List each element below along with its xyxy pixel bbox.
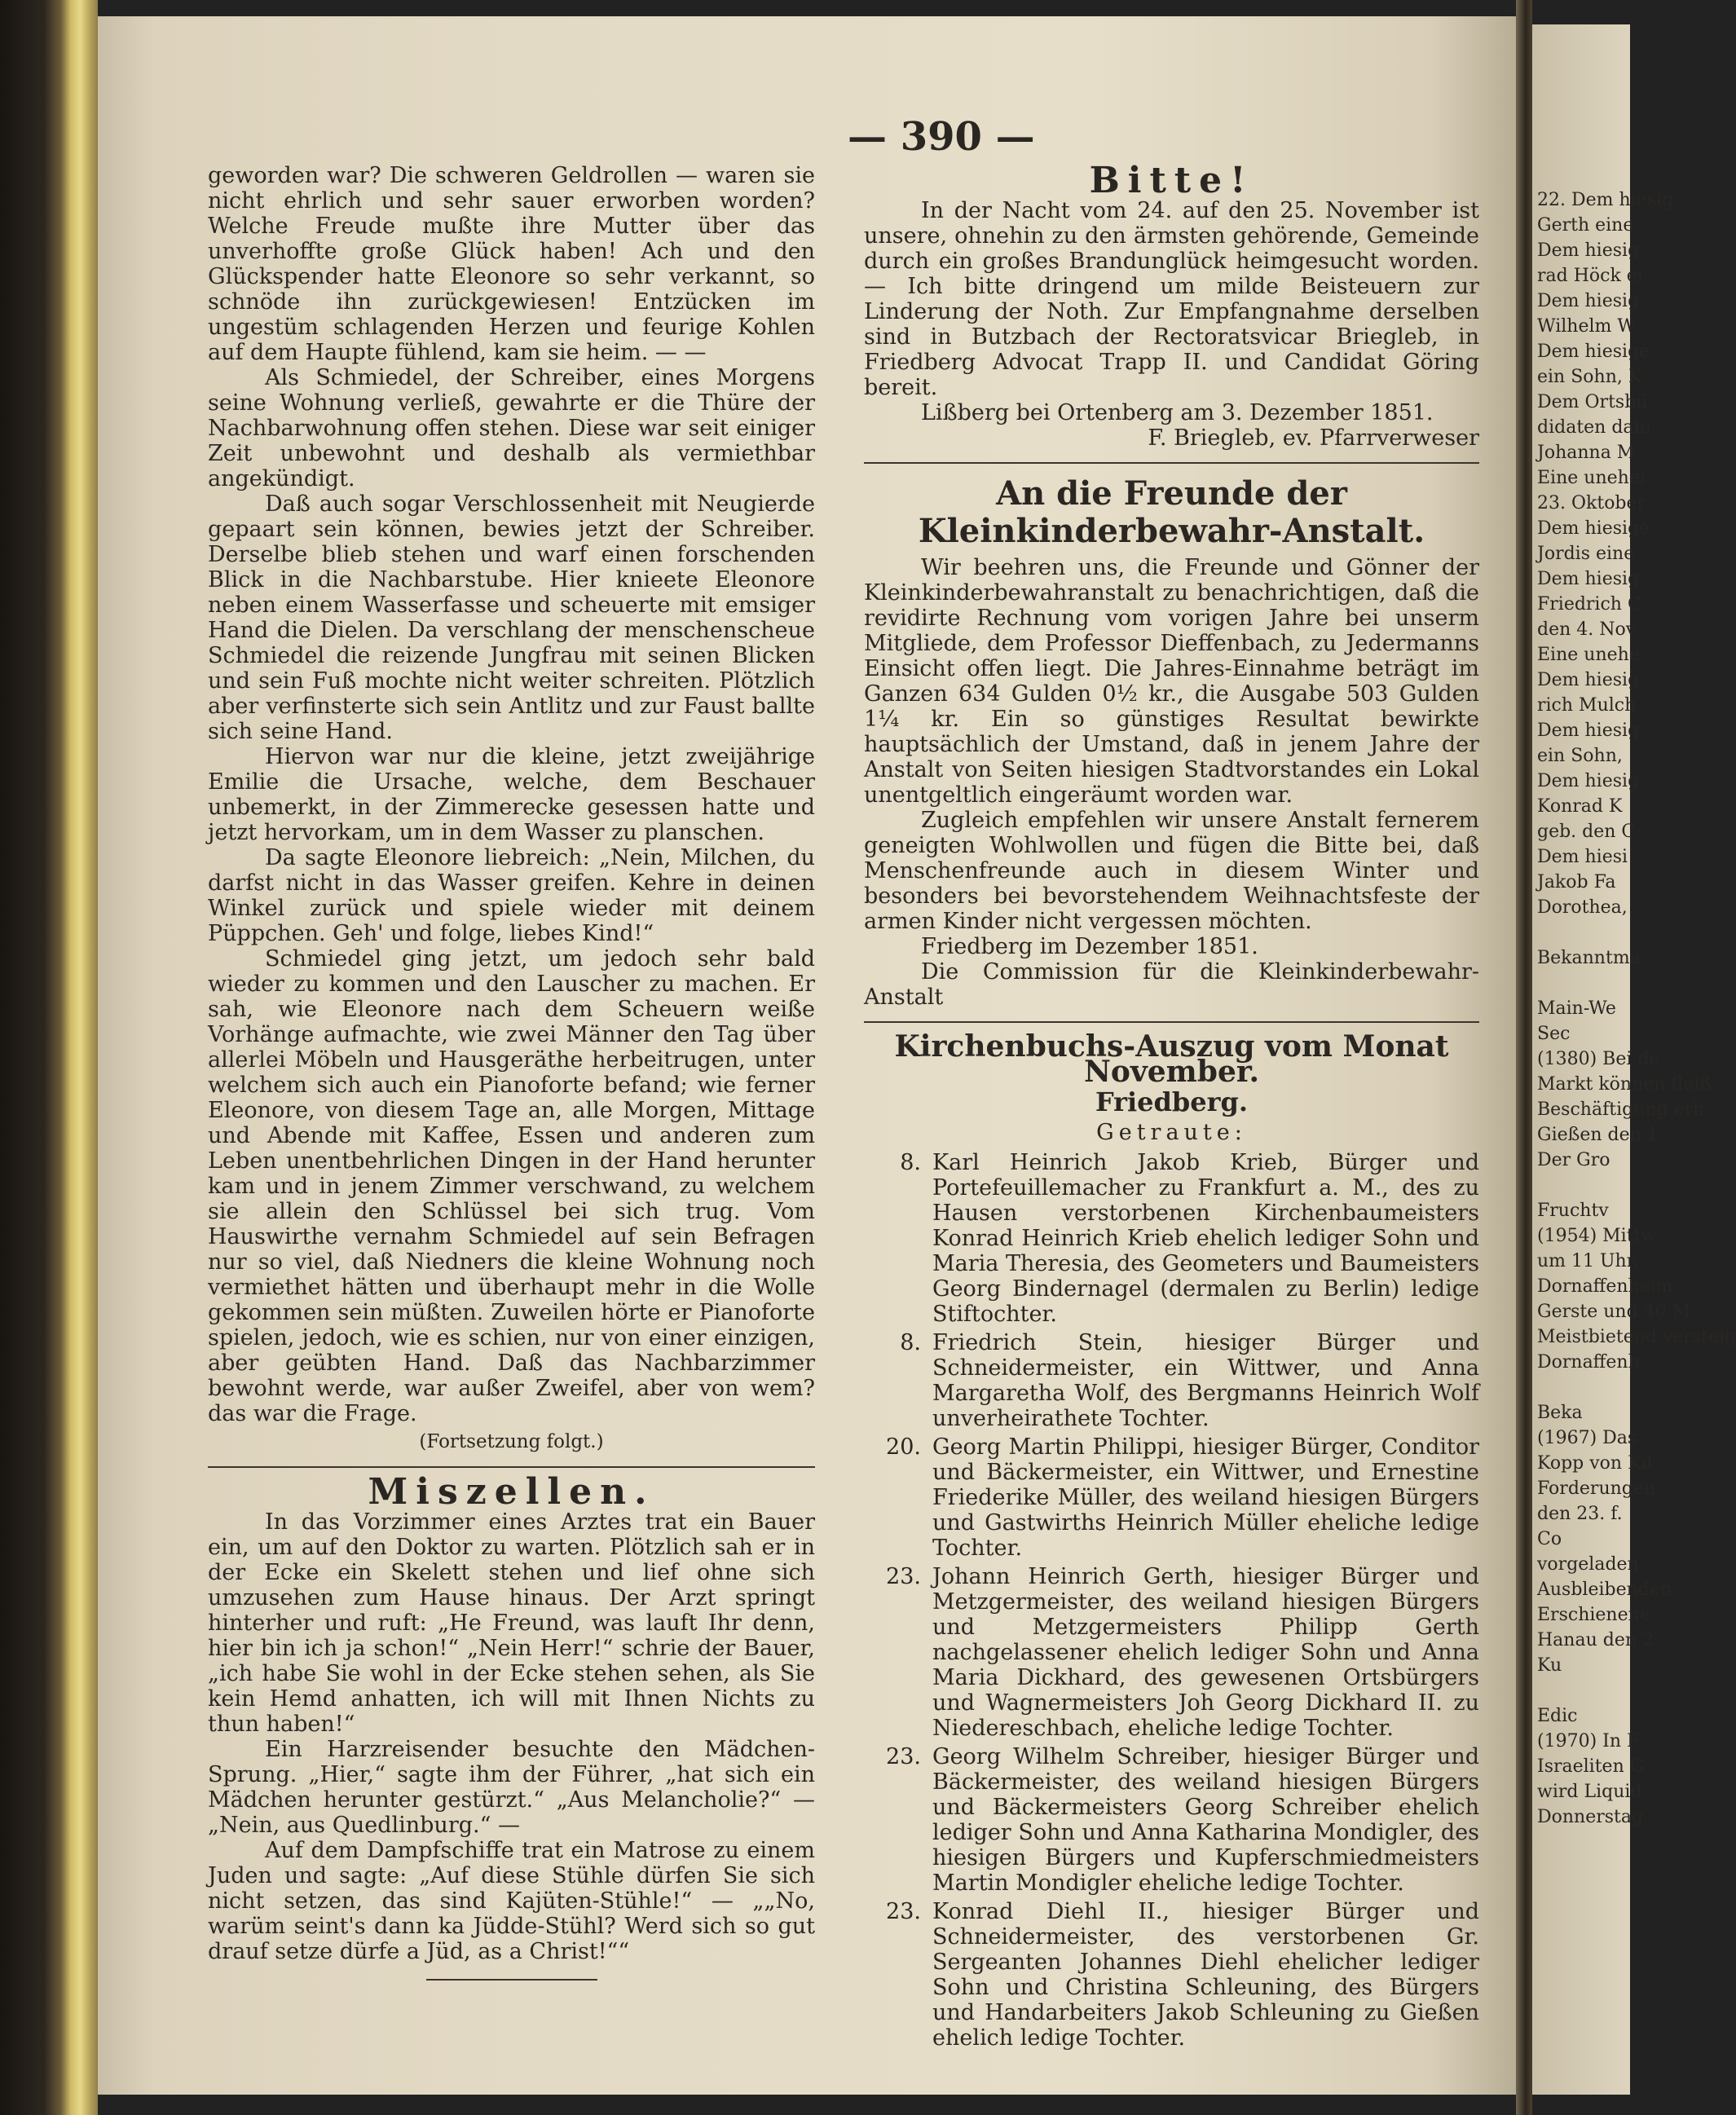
adjacent-page-line: Wilhelm W	[1537, 316, 1636, 337]
adjacent-page-line: den 4. Nov	[1537, 619, 1637, 640]
adjacent-page-text	[1532, 24, 1736, 1830]
entry-text: Georg Martin Philippi, hiesiger Bürger, Conditor und Bäckermeister, ein Wittwer, und Ernestine Friederike Müller, des weiland hiesigen Bürgers und Gastwirths Heinrich Müller eheliche ledige Tochter.	[932, 1434, 1479, 1561]
miszellen-paragraph: In das Vorzimmer eines Arztes trat ein Bauer ein, um auf den Doktor zu warten. Plötzlich sah er in der Ecke ein Skelett stehen und lief ohne sich umzusehen zum Hause hinaus. Der Arzt springt hinterher und ruft: „He Freund, was lauft Ihr denn, hier bin ich ja schon!“ „Nein Herr!“ schrie der Bauer, „ich habe Sie wohl in der Ecke stehen sehen, als Sie kein Hemd anhatten, ich will mit Ihnen Nichts zu thun haben!“	[208, 1509, 815, 1737]
miszellen-paragraph: Ein Harzreisender besuchte den Mädchen-Sprung. „Hier,“ sagte ihm der Führer, „hat sich ein Mädchen herunter gestürzt.“ „Aus Melancholie?“ — „Nein, aus Quedlinburg.“ —	[208, 1737, 815, 1838]
adjacent-page-line: Hanau den 2	[1537, 1630, 1654, 1650]
adjacent-page-line: Edic	[1537, 1706, 1578, 1726]
book-page-edges	[0, 0, 98, 2115]
adjacent-page-line: rich Mulch	[1537, 695, 1637, 716]
story-paragraph: Schmiedel ging jetzt, um jedoch sehr bald wieder zu kommen und den Lauscher zu machen. Er sah, wie Eleonore nach dem Scheuern weiße Vorhänge aufmachte, wie zwei Männer den Tag über allerlei Möbeln und Hausgeräthe herbeitrugen, unter welchem sich auch ein Pianoforte befand; wie ferner Eleonore, von diesem Tage an, alle Morgen, Mittage und Abende mit Kaffee, Essen und anderen zum Leben unentbehrlichen Dingen in der Hand herunter kam und in jenem Zimmer verschwand, zu welchem sie allein den Schlüssel bei sich trug. Vom Hauswirthe vernahm Schmiedel auf sein Befragen nur so viel, daß Niedners die kleine Wohnung noch vermiethet hätten und überhaupt mehr in die Wolle gekommen sein müßten. Zuweilen hörte er Pianoforte spielen, jedoch, wie es schien, nur von einer einzigen, aber geübten Hand. Daß das Nachbarzimmer bewohnt werde, war außer Zweifel, aber von wem? das war die Frage.	[208, 946, 815, 1426]
adjacent-page-line: Ausbleibenden	[1537, 1580, 1672, 1600]
adjacent-page-line: rad Höck ei	[1537, 266, 1643, 286]
section-divider	[864, 462, 1479, 464]
adjacent-page-line: Dem Ortsbü	[1537, 392, 1648, 412]
adjacent-page-line: Ku	[1537, 1655, 1562, 1676]
story-paragraph: Daß auch sogar Verschlossenheit mit Neugierde gepaart sein können, bewies jetzt der Schreiber. Derselbe blieb stehen und warf einen forschenden Blick in die Nachbarstube. Hier knieete Eleonore neben einem Wasserfasse und scheuerte mit emsiger Hand die Dielen. Da verschlang der menschenscheue Schmiedel die reizende Jungfrau mit seinen Blicken und sein Fuß mochte nicht weiter schreiten. Plötzlich aber verfinsterte sich sein Antlitz und zur Faust ballte sich seine Hand.	[208, 491, 815, 744]
adjacent-page-line: Gerth eine	[1537, 215, 1634, 236]
story-paragraph: Hiervon war nur die kleine, jetzt zweijährige Emilie die Ursache, welche, dem Beschauer unbemerkt, in der Zimmerecke gesessen hatte und jetzt hervorkam, um in dem Wasser zu planschen.	[208, 744, 815, 845]
miszellen-heading: Miszellen.	[368, 1471, 655, 1513]
bitte-signature: F. Briegleb, ev. Pfarrverweser	[1148, 425, 1479, 451]
freunde-place-date: Friedberg im Dezember 1851.	[921, 934, 1258, 959]
adjacent-page-line: Forderungen	[1537, 1478, 1656, 1499]
story-paragraph: Als Schmiedel, der Schreiber, eines Morgens seine Wohnung verließ, gewahrte er die Thüre der Nachbarwohnung offen stehen. Diese war seit einiger Zeit unbewohnt und deshalb als vermiethbar angekündigt.	[208, 365, 815, 491]
adjacent-page-line: Friedrich C	[1537, 594, 1641, 615]
freunde-paragraph: Zugleich empfehlen wir unsere Anstalt fernerem geneigten Wohlwollen und fügen die Bitte bei, daß Menschenfreunde auch in diesem Winter und besonders bei bevorstehendem Weihnachtsfeste der armen Kinder nicht vergessen möchten.	[864, 808, 1479, 934]
entry-text: Georg Wilhelm Schreiber, hiesiger Bürger und Bäckermeister, des weiland hiesigen Bürgers und Bäckermeisters Georg Schreiber ehelich lediger Sohn und Anna Katharina Mondigler, des hiesigen Bürgers und Kupferschmiedmeisters Martin Mondigler eheliche ledige Tochter.	[932, 1744, 1479, 1896]
adjacent-page-line: geb. den C	[1537, 822, 1636, 842]
page-number: — 390 —	[848, 114, 1035, 160]
adjacent-page-line: Donnerstag	[1537, 1807, 1644, 1827]
entry-day: 8.	[900, 1330, 921, 1355]
miszellen-paragraph: Auf dem Dampfschiffe trat ein Matrose zu einem Juden und sagte: „Auf diese Stühle dürfen Sie sich nicht setzen, das sind Kajüten-Stühle!“ — „„No, warüm seint's dann ka Jüdde-Stühl? Werd sich so gut drauf setze dürfe a Jüd, as a Christ!““	[208, 1838, 815, 1964]
adjacent-page-line: Fruchtv	[1537, 1201, 1609, 1221]
adjacent-page-line	[1537, 1375, 1630, 1400]
adjacent-page-line: Kopp von Kil	[1537, 1453, 1653, 1474]
freunde-signature: Die Commission für die Kleinkinderbewahr-Anstalt	[864, 959, 1479, 1010]
marriage-entry	[864, 1434, 1479, 1561]
adjacent-page-line: Beka	[1537, 1403, 1583, 1423]
entry-day: 23.	[886, 1744, 921, 1769]
getraute-heading: Getraute:	[1096, 1120, 1247, 1145]
marriage-entry	[864, 1564, 1479, 1741]
adjacent-page-line	[1537, 1173, 1630, 1198]
adjacent-page-line: ein Sohn,	[1537, 746, 1623, 766]
entry-day: 23.	[886, 1899, 921, 1924]
bitte-text: In der Nacht vom 24. auf den 25. November ist unsere, ohnehin zu den ärmsten gehörende, Gemeinde durch ein großes Brandunglück heimgesucht worden. — Ich bitte dringend um milde Beisteuern zur Linderung der Noth. Zur Empfangnahme derselben sind in Butzbach der Rectoratsvicar Briegleb, in Friedberg Advocat Trapp II. und Candidat Göring bereit.	[864, 198, 1479, 400]
adjacent-page-line: wird Liquid	[1537, 1782, 1642, 1802]
entry-text: Johann Heinrich Gerth, hiesiger Bürger und Metzgermeister, des weiland hiesigen Bürgers und Metzgermeisters Philipp Gerth nachgelassener ehelich lediger Sohn und Anna Maria Dickhard, des gewesenen Ortsbürgers und Wagnermeisters Joh Georg Dickhard II. zu Niedereschbach, eheliche ledige Tochter.	[932, 1564, 1479, 1741]
adjacent-page-line: Bekanntma	[1537, 948, 1641, 968]
adjacent-page-line	[1537, 1678, 1630, 1703]
adjacent-page-line: Jordis eine	[1537, 544, 1635, 564]
adjacent-page-line: Co	[1537, 1529, 1562, 1549]
continuation-note: (Fortsetzung folgt.)	[419, 1431, 604, 1452]
adjacent-page-line: den 23. f.	[1537, 1504, 1623, 1524]
entry-day: 23.	[886, 1564, 921, 1589]
adjacent-page-line: Dem hiesig	[1537, 771, 1640, 791]
kirchenbuch-place: Friedberg.	[1095, 1086, 1248, 1117]
story-paragraph: geworden war? Die schweren Geldrollen — waren sie nicht ehrlich und sehr sauer erworben worden? Welche Freude mußte ihre Mutter über das unverhoffte große Glück haben! Ach und den Glückspender hatte Eleonore so sehr verkannt, so schnöde ihn zurückgewiesen! Entzücken im ungestüm schlagenden Herzen und feurige Kohlen auf dem Haupte fühlend, kam sie heim. — —	[208, 163, 815, 365]
adjacent-page-line: (1380) Bei de	[1537, 1049, 1660, 1069]
marriage-entry	[864, 1744, 1479, 1896]
freunde-heading: An die Freunde der Kleinkinderbewahr-Anstalt.	[918, 474, 1425, 550]
adjacent-page-line: Erschienene	[1537, 1605, 1650, 1625]
marriage-entry	[864, 1150, 1479, 1327]
adjacent-page-line: Jakob Fa	[1537, 872, 1616, 892]
left-column	[208, 163, 815, 1995]
right-column	[864, 160, 1479, 2054]
bitte-place-date: Lißberg bei Ortenberg am 3. Dezember 1851.	[921, 400, 1434, 425]
marriage-entry	[864, 1330, 1479, 1431]
adjacent-page-line: Dem hiesige	[1537, 341, 1650, 362]
adjacent-page-line: Dorothea,	[1537, 897, 1628, 918]
end-divider	[426, 1979, 597, 1981]
adjacent-page-line: Main-We	[1537, 998, 1616, 1019]
adjacent-page-line: Meistbietend versteig	[1537, 1327, 1736, 1347]
adjacent-page-line: (1954) Mittw	[1537, 1226, 1657, 1246]
book-gutter	[1516, 0, 1532, 2115]
adjacent-page-line: Gerste und 40 M	[1537, 1302, 1691, 1322]
entry-text: Karl Heinrich Jakob Krieb, Bürger und Portefeuillemacher zu Frankfurt a. M., des zu Hausen verstorbenen Kirchenbaumeisters Konrad Heinrich Krieb ehelich lediger Sohn und Maria Theresia, des Geometers und Baumeisters Georg Bindernagel (dermalen zu Berlin) ledige Stiftochter.	[932, 1150, 1479, 1327]
bitte-heading: Bitte!	[1089, 160, 1254, 201]
entry-text: Friedrich Stein, hiesiger Bürger und Schneidermeister, ein Wittwer, und Anna Margaretha Wolf, des Bergmanns Heinrich Wolf unverheirathete Tochter.	[932, 1330, 1479, 1431]
adjacent-page-line: Dornaffenh	[1537, 1352, 1640, 1373]
adjacent-page-fragment	[1532, 24, 1736, 2095]
entry-day: 20.	[886, 1434, 921, 1460]
marriage-entry	[864, 1899, 1479, 2051]
adjacent-page-line: 23. Oktober	[1537, 493, 1646, 513]
adjacent-page-line: Dem hiesig	[1537, 569, 1640, 589]
entry-day: 8.	[900, 1150, 921, 1175]
entry-text: Konrad Diehl II., hiesiger Bürger und Schneidermeister, des verstorbenen Gr. Sergeanten Johannes Diehl ehelicher lediger Sohn und Christina Schleuning, des Bürgers und Handarbeiters Jakob Schleuning zu Gießen ehelich ledige Tochter.	[932, 1899, 1479, 2051]
adjacent-page-line	[1537, 920, 1630, 945]
adjacent-page-line: didaten dahi	[1537, 417, 1651, 438]
adjacent-page-line: Johanna M	[1537, 443, 1636, 463]
adjacent-page-line: Dem hiesig	[1537, 240, 1640, 261]
adjacent-page-line: vorgeladen	[1537, 1554, 1639, 1575]
adjacent-page-line: 22. Dem hiesig	[1537, 190, 1674, 210]
adjacent-page-line: Dem hiesig	[1537, 291, 1640, 311]
adjacent-page-line: Markt können fleiß	[1537, 1074, 1712, 1095]
adjacent-page-line: Eine unehel	[1537, 468, 1646, 488]
adjacent-page-line: (1967) Das	[1537, 1428, 1637, 1448]
adjacent-page-line: Dem hiesig	[1537, 670, 1640, 690]
adjacent-page-line: Dem hiesig	[1537, 720, 1640, 741]
adjacent-page-line	[1537, 971, 1630, 996]
adjacent-page-line: ein Sohn, K	[1537, 367, 1642, 387]
adjacent-page-line: Israeliten G	[1537, 1756, 1645, 1777]
section-divider	[864, 1021, 1479, 1023]
adjacent-page-line: Dem hiesige	[1537, 518, 1650, 539]
story-paragraph: Da sagte Eleonore liebreich: „Nein, Milchen, du darfst nicht in das Wasser greifen. Kehre in deinen Winkel zurück und spiele wieder mit deinem Püppchen. Geh' und folge, liebes Kind!“	[208, 845, 815, 946]
adjacent-page-line: Der Gro	[1537, 1150, 1610, 1170]
adjacent-page-line: Gießen den 1	[1537, 1125, 1659, 1145]
adjacent-page-line: Dem hiesi	[1537, 847, 1628, 867]
adjacent-page-line: Dornaffenheim	[1537, 1276, 1673, 1297]
adjacent-page-line: Sec	[1537, 1024, 1571, 1044]
adjacent-page-line: Eine unehe	[1537, 645, 1640, 665]
adjacent-page-line: (1970) In F	[1537, 1731, 1640, 1751]
adjacent-page-line: um 11 Uhr,	[1537, 1251, 1639, 1271]
freunde-paragraph: Wir beehren uns, die Freunde und Gönner der Kleinkinderbewahranstalt zu benachrichtigen, daß die revidirte Rechnung vom vorigen Jahre bei unserm Mitgliede, dem Professor Dieffenbach, zu Jedermanns Einsicht offen liegt. Die Jahres-Einnahme beträgt im Ganzen 634 Gulden 0½ kr., die Ausgabe 503 Gulden 1¼ kr. Ein so günstiges Resultat bewirkte hauptsächlich der Umstand, daß in jenem Jahre der Anstalt von Seiten hiesigen Stadtvorstandes ein Lokal unentgeltlich eingeräumt worden war.	[864, 555, 1479, 808]
kirchenbuch-heading: Kirchenbuchs-Auszug vom Monat November.	[894, 1029, 1449, 1089]
adjacent-page-line: Beschäftigung erh	[1537, 1099, 1705, 1120]
adjacent-page-line: Konrad K	[1537, 796, 1623, 817]
section-divider	[208, 1466, 815, 1468]
